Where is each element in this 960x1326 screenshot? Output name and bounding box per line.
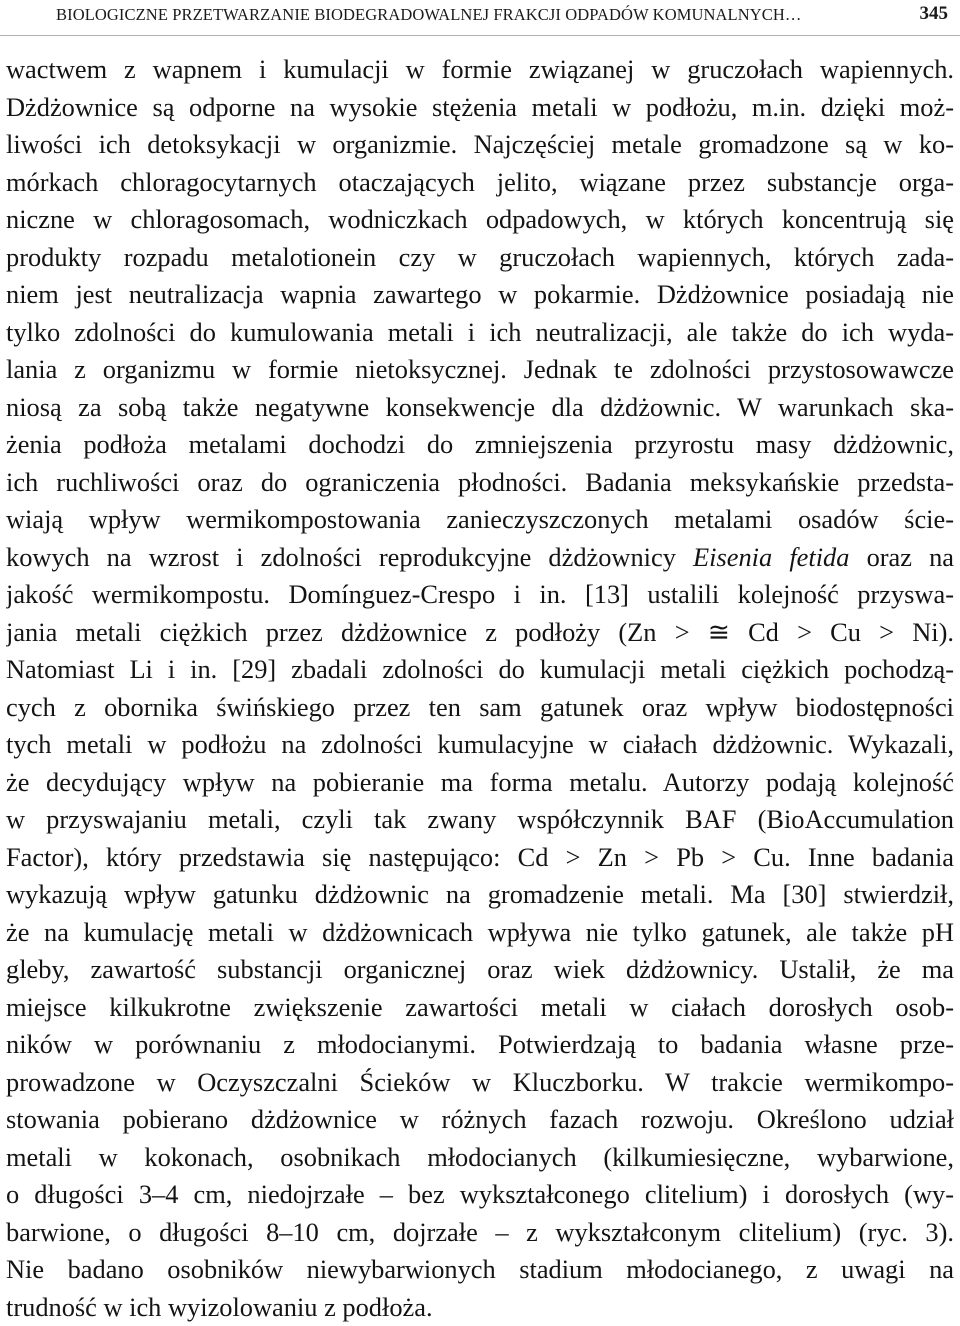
text-line: wiają wpływ wermikompostowania zanieczyszczonych metalami osadów ście- (6, 501, 954, 539)
text-line: tych metali w podłożu na zdolności kumulacyjne w ciałach dżdżownic. Wykazali, (6, 726, 954, 764)
text-line: wykazują wpływ gatunku dżdżownic na gromadzenie metali. Ma [30] stwierdził, (6, 876, 954, 914)
text-line: o długości 3–4 cm, niedojrzałe – bez wykształconego clitelium) i dorosłych (wy- (6, 1176, 954, 1214)
text-line: produkty rozpadu metalotionein czy w gruczołach wapiennych, których zada- (6, 239, 954, 277)
text-line: ników w porównaniu z młodocianymi. Potwierdzają to badania własne prze- (6, 1026, 954, 1064)
text-line: żenia podłoża metalami dochodzi do zmniejszenia przyrostu masy dżdżownic, (6, 426, 954, 464)
text-line: tylko zdolności do kumulowania metali i ich neutralizacji, ale także do ich wyda- (6, 314, 954, 352)
page-number: 345 (920, 3, 949, 25)
text-line: lania z organizmu w formie nietoksycznej. Jednak te zdolności przystosowawcze (6, 351, 954, 389)
text-line: prowadzone w Oczyszczalni Ścieków w Kluczborku. W trakcie wermikompo- (6, 1064, 954, 1102)
text-line-last: trudność w ich wyizolowaniu z podłoża. (6, 1289, 954, 1326)
species-name: Eisenia fetida (693, 542, 849, 572)
text-line: że na kumulację metali w dżdżownicach wpływa nie tylko gatunek, ale także pH (6, 914, 954, 952)
text-line: Factor), który przedstawia się następująco: Cd > Zn > Pb > Cu. Inne badania (6, 839, 954, 877)
text-line: niem jest neutralizacja wapnia zawartego w pokarmie. Dżdżownice posiadają nie (6, 276, 954, 314)
text-line: Nie badano osobników niewybarwionych stadium młodocianego, z uwagi na (6, 1251, 954, 1289)
text-line: jania metali ciężkich przez dżdżownice z podłoży (Zn > ≅ Cd > Cu > Ni). (6, 614, 954, 652)
text-line: metali w kokonach, osobnikach młodocianych (kilkumiesięczne, wybarwione, (6, 1139, 954, 1177)
text-line: jakość wermikompostu. Domínguez-Crespo i in. [13] ustalili kolejność przyswa- (6, 576, 954, 614)
running-header (0, 0, 960, 36)
text-segment: oraz na (867, 542, 954, 572)
text-line: w przyswajaniu metali, czyli tak zwany współczynnik BAF (BioAccumulation (6, 801, 954, 839)
text-line: mórkach chloragocytarnych otaczających jelito, wiązane przez substancje orga- (6, 164, 954, 202)
text-line: miejsce kilkukrotne zwiększenie zawartości metali w ciałach dorosłych osob- (6, 989, 954, 1027)
header-rule (0, 35, 960, 36)
text-line: Natomiast Li i in. [29] zbadali zdolności do kumulacji metali ciężkich pochodzą- (6, 651, 954, 689)
text-line: ich ruchliwości oraz do ograniczenia płodności. Badania meksykańskie przedsta- (6, 464, 954, 502)
text-line: niczne w chloragosomach, wodniczkach odpadowych, w których koncentrują się (6, 201, 954, 239)
text-line: liwości ich detoksykacji w organizmie. Najczęściej metale gromadzone są w ko- (6, 126, 954, 164)
text-segment: kowych na wzrost i zdolności reprodukcyjne dżdżownicy (6, 542, 676, 572)
running-title: BIOLOGICZNE PRZETWARZANIE BIODEGRADOWALNEJ FRAKCJI ODPADÓW KOMUNALNYCH… (56, 5, 801, 25)
text-line-with-species (6, 539, 954, 577)
text-line: stowania pobierano dżdżownice w różnych fazach rozwoju. Określono udział (6, 1101, 954, 1139)
text-line: niosą za sobą także negatywne konsekwencje dla dżdżownic. W warunkach ska- (6, 389, 954, 427)
text-line: gleby, zawartość substancji organicznej oraz wiek dżdżownicy. Ustalił, że ma (6, 951, 954, 989)
text-line: barwione, o długości 8–10 cm, dojrzałe – z wykształconym clitelium) (ryc. 3). (6, 1214, 954, 1252)
text-line: że decydujący wpływ na pobieranie ma forma metalu. Autorzy podają kolejność (6, 764, 954, 802)
text-line: wactwem z wapnem i kumulacji w formie związanej w gruczołach wapiennych. (6, 51, 954, 89)
text-line: cych z obornika świńskiego przez ten sam gatunek oraz wpływ biodostępności (6, 689, 954, 727)
text-line: Dżdżownice są odporne na wysokie stężenia metali w podłożu, m.in. dzięki moż- (6, 89, 954, 127)
body-text (6, 51, 954, 1326)
